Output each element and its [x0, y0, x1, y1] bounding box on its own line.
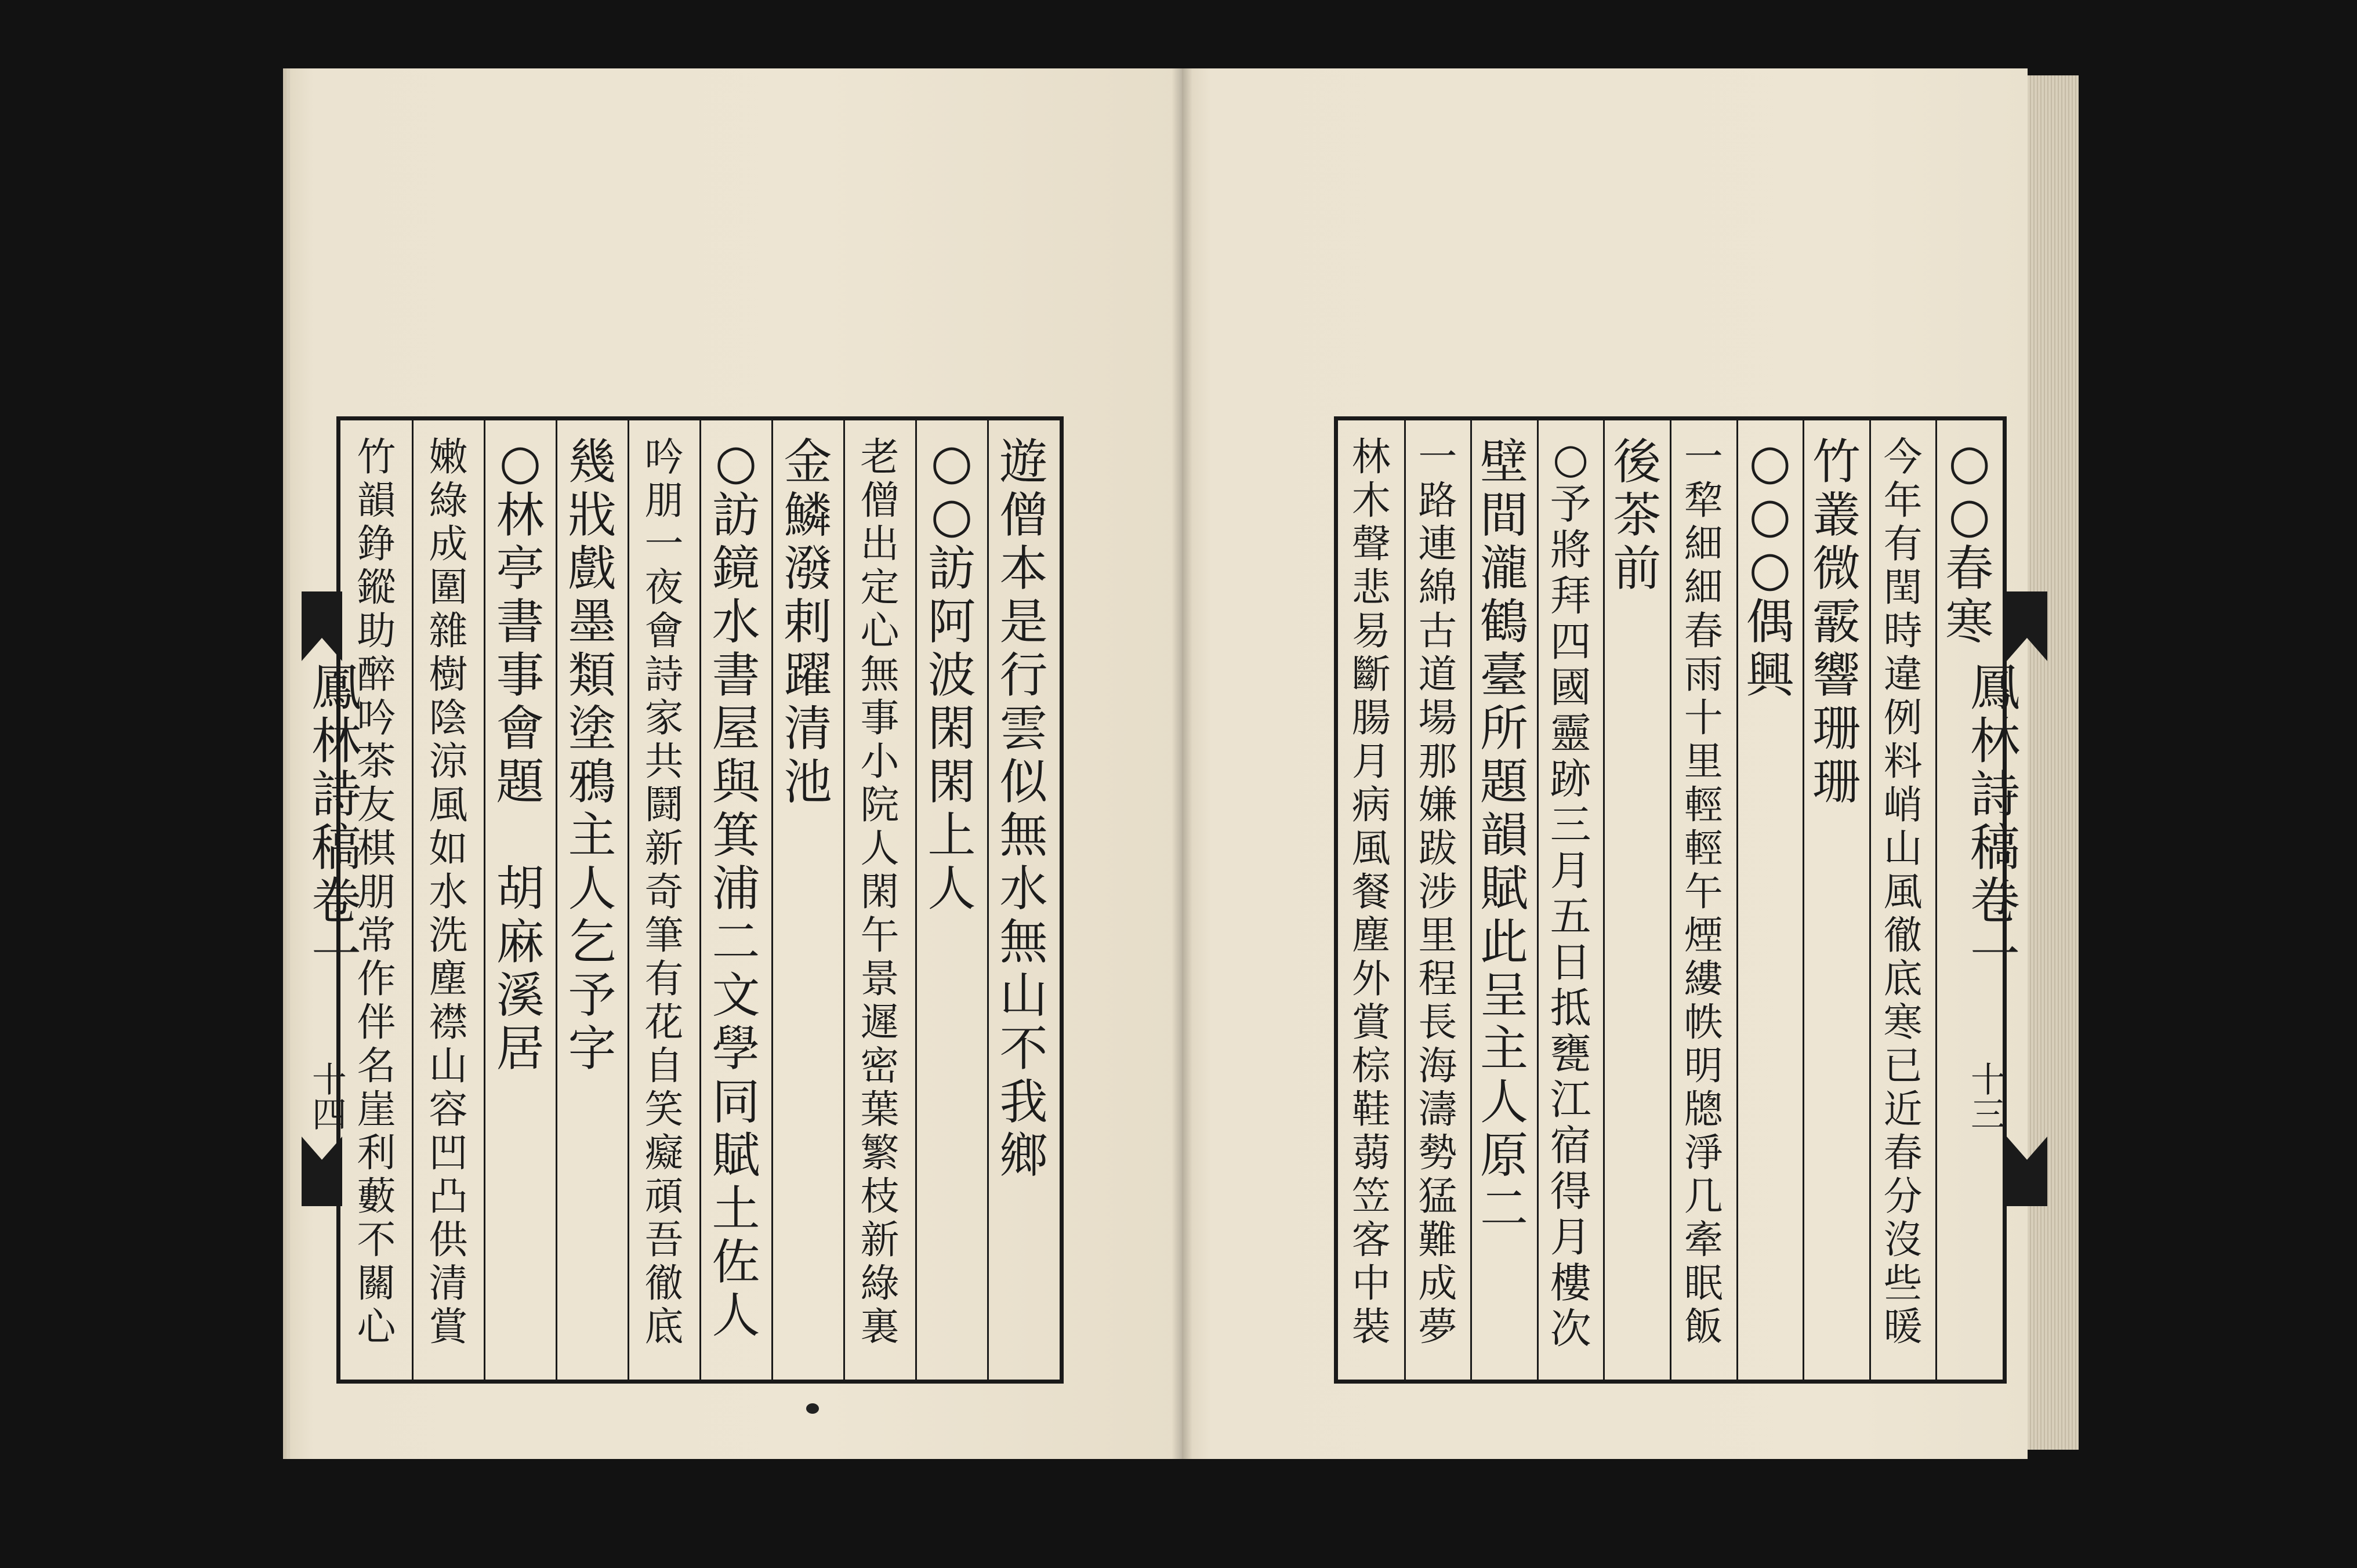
text-column: 竹 叢 微 霰 響 珊 珊: [1812, 434, 1861, 810]
text-column: 一 路 連 綿 古 道 場 那 嫌 跋 涉 里 程 長 海 濤 勢 猛 難 成 夢: [1418, 434, 1457, 1349]
left-text-frame: [336, 416, 1064, 1384]
book-gutter: [1172, 68, 1192, 1459]
right-fishtail-upper: [2007, 591, 2047, 661]
text-column: ○ 林 亭 書 事 會 題 胡 麻 溪 居: [496, 434, 545, 1077]
right-folio: 十三: [1965, 1061, 2006, 1131]
page-edges: [2028, 75, 2079, 1450]
left-folio: 十四: [306, 1061, 347, 1131]
text-column: 一 犂 細 細 春 雨 十 里 輕 輕 午 煙 縷 帙 明 牕 淨 几 牽 眠 飯: [1684, 434, 1723, 1349]
text-column: 老 僧 出 定 心 無 事 小 院 人 閑 午 景 遲 密 葉 繁 枝 新 綠 裏: [860, 434, 900, 1349]
text-column: 林 木 聲 悲 易 斷 腸 月 病 風 餐 塵 外 賞 棕 鞋 蒻 笠 客 中 裝: [1351, 434, 1391, 1349]
text-column: ○ ○ 訪 阿 波 閑 閑 上 人: [927, 434, 976, 917]
left-fishtail-lower: [302, 1137, 342, 1206]
text-column: 今 年 有 閏 時 違 例 料 峭 山 風 徹 底 寒 已 近 春 分 沒 些 暖: [1883, 434, 1923, 1349]
ink-spot: [806, 1403, 819, 1414]
text-column: 壁 間 瀧 鶴 臺 所 題 韻 賦 此 呈 主 人 原 二: [1480, 434, 1528, 1237]
text-column: 遊 僧 本 是 行 雲 似 無 水 無 山 不 我 鄉: [999, 434, 1048, 1184]
text-column: ○ 予 將 拜 四 國 靈 跡 三 月 五 日 抵 甕 江 宿 得 月 樓 次: [1550, 434, 1591, 1353]
text-column: ○ 訪 鏡 水 書 屋 與 箕 浦 二 文 學 同 賦 土 佐 人: [712, 434, 760, 1344]
text-column: 吟 朋 一 夜 會 詩 家 共 鬪 新 奇 筆 有 花 自 笑 癡 頑 吾 徹 底: [644, 434, 684, 1349]
right-margin-title: 鳳林詩稿卷一: [1961, 661, 2019, 981]
right-text-frame: [1334, 416, 2007, 1384]
text-column: 金 鱗 潑 剌 躍 清 池: [784, 434, 832, 810]
text-column: ○ ○ 春 寒: [1945, 434, 1994, 650]
text-column: ○ ○ ○ 偶 興: [1746, 434, 1794, 703]
right-fishtail-lower: [2007, 1137, 2047, 1206]
text-column: 嫩 綠 成 圍 雜 樹 陰 涼 風 如 水 洗 塵 襟 山 容 凹 凸 供 清 賞: [429, 434, 468, 1349]
text-column: 幾 戕 戲 墨 類 塗 鴉 主 人 乞 予 字: [568, 434, 617, 1077]
text-column: 後 茶 前: [1613, 434, 1662, 597]
left-fishtail-upper: [302, 591, 342, 661]
left-margin-title: 鳳林詩稿卷一: [303, 661, 361, 981]
text-column: 竹 韻 錚 鏦 助 醉 吟 茶 友 棋 朋 常 作 伴 名 崖 利 藪 不 關 心: [357, 434, 396, 1349]
